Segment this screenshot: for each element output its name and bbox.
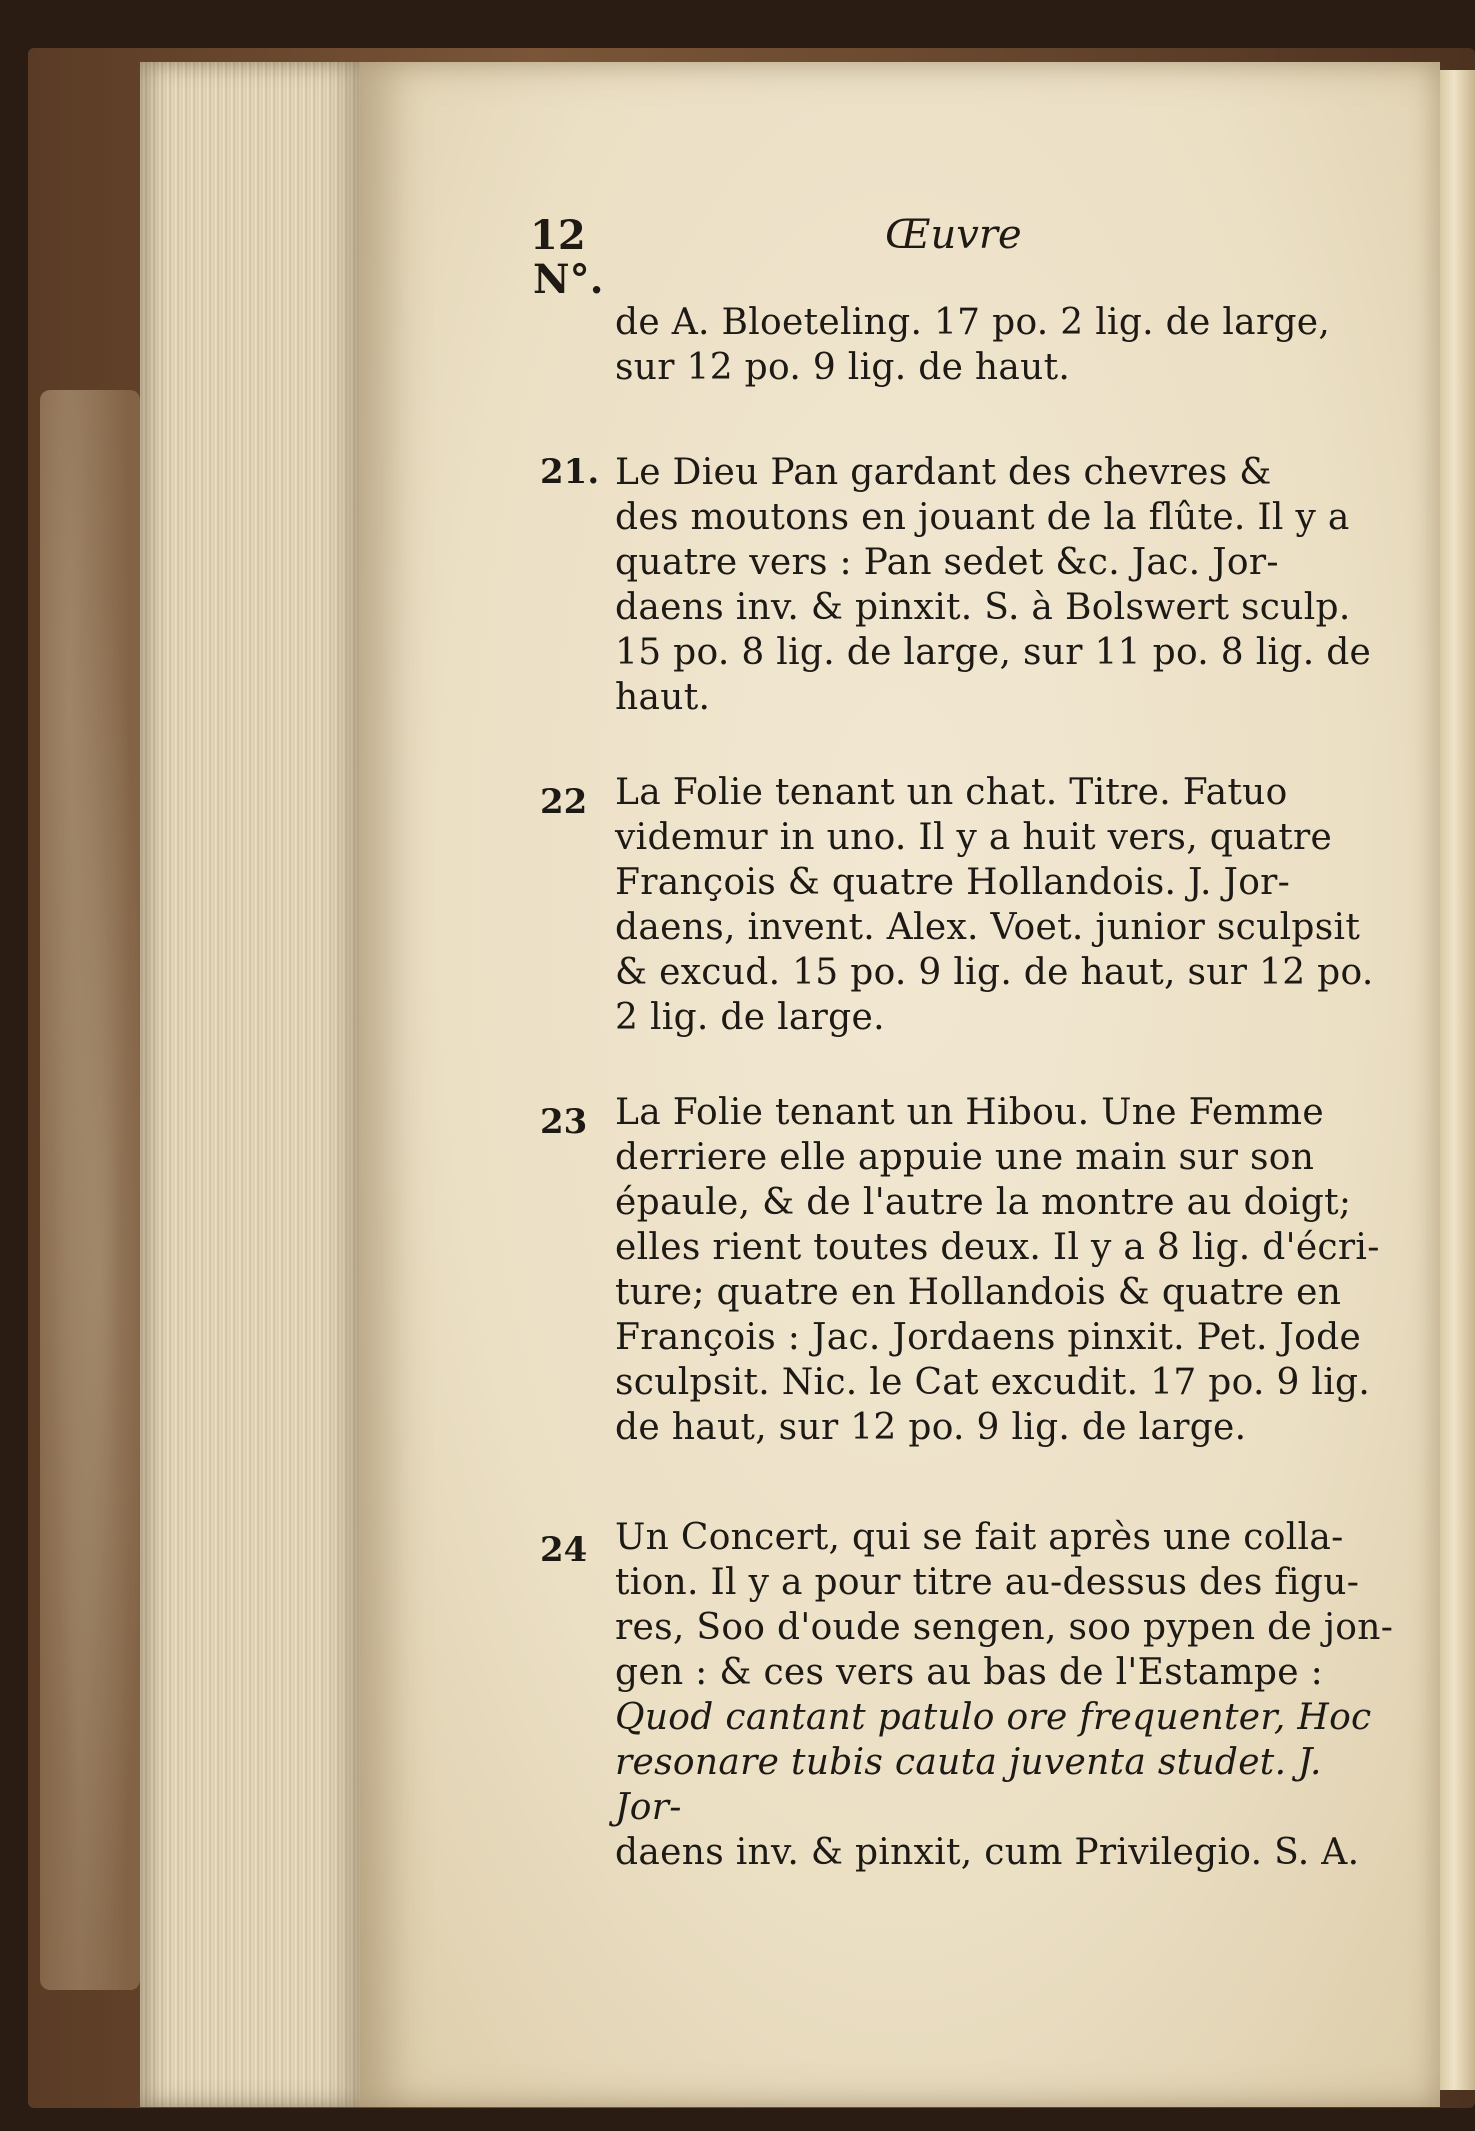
text-line: Quod cantant patulo ore frequenter, Hoc xyxy=(615,1697,1372,1738)
text-line: haut. xyxy=(615,677,711,718)
text-line: sur 12 po. 9 lig. de haut. xyxy=(615,347,1071,388)
facing-page-edge xyxy=(1440,70,1475,2090)
entry-21 xyxy=(615,450,1395,720)
intro-text xyxy=(615,300,1395,390)
entry-number: 21. xyxy=(540,452,600,492)
text-line: derriere elle appuie une main sur son xyxy=(615,1137,1315,1178)
text-line: ture; quatre en Hollandois & quatre en xyxy=(615,1272,1342,1313)
text-line: sculpsit. Nic. le Cat excudit. 17 po. 9 lig. xyxy=(615,1362,1371,1403)
text-line: de A. Bloeteling. 17 po. 2 lig. de large, xyxy=(615,302,1331,343)
marbled-endpaper xyxy=(40,390,140,1990)
text-line: daens inv. & pinxit. S. à Bolswert sculp. xyxy=(615,587,1351,628)
text-line: 2 lig. de large. xyxy=(615,997,885,1038)
text-line: François : Jac. Jordaens pinxit. Pet. Jode xyxy=(615,1317,1362,1358)
text-line: videmur in uno. Il y a huit vers, quatre xyxy=(615,817,1333,858)
running-head: Œuvre xyxy=(885,212,1022,258)
text-line: resonare tubis cauta juventa studet. J. Jor- xyxy=(615,1742,1322,1828)
number-column-label: N°. xyxy=(533,256,604,303)
page-number: 12 xyxy=(530,212,586,259)
text-line: quatre vers : Pan sedet &c. Jac. Jor- xyxy=(615,542,1279,583)
text-line: Le Dieu Pan gardant des chevres & xyxy=(615,452,1272,493)
text-line: elles rient toutes deux. Il y a 8 lig. d'écri- xyxy=(615,1227,1380,1268)
text-line: de haut, sur 12 po. 9 lig. de large. xyxy=(615,1407,1247,1448)
text-line: daens inv. & pinxit, cum Privilegio. S. A. xyxy=(615,1832,1360,1873)
text-line: des moutons en jouant de la flûte. Il y a xyxy=(615,497,1350,538)
entry-23 xyxy=(615,1090,1395,1450)
text-line: La Folie tenant un Hibou. Une Femme xyxy=(615,1092,1324,1133)
entry-22 xyxy=(615,770,1395,1040)
text-line: & excud. 15 po. 9 lig. de haut, sur 12 po. xyxy=(615,952,1374,993)
text-line: La Folie tenant un chat. Titre. Fatuo xyxy=(615,772,1288,813)
entry-number: 23 xyxy=(540,1102,588,1142)
entry-24 xyxy=(615,1515,1395,1875)
entry-number: 24 xyxy=(540,1530,588,1570)
text-line: gen : & ces vers au bas de l'Estampe : xyxy=(615,1652,1324,1693)
text-line: res, Soo d'oude sengen, soo pypen de jon- xyxy=(615,1607,1394,1648)
text-line: 15 po. 8 lig. de large, sur 11 po. 8 lig. de xyxy=(615,632,1372,673)
text-line: tion. Il y a pour titre au-dessus des figu- xyxy=(615,1562,1360,1603)
text-line: François & quatre Hollandois. J. Jor- xyxy=(615,862,1291,903)
page-header xyxy=(530,212,1400,272)
entry-number: 22 xyxy=(540,782,588,822)
page-block-edge xyxy=(140,62,365,2107)
text-line: Un Concert, qui se fait après une colla- xyxy=(615,1517,1344,1558)
text-line: épaule, & de l'autre la montre au doigt; xyxy=(615,1182,1352,1223)
text-line: daens, invent. Alex. Voet. junior sculpsit xyxy=(615,907,1361,948)
